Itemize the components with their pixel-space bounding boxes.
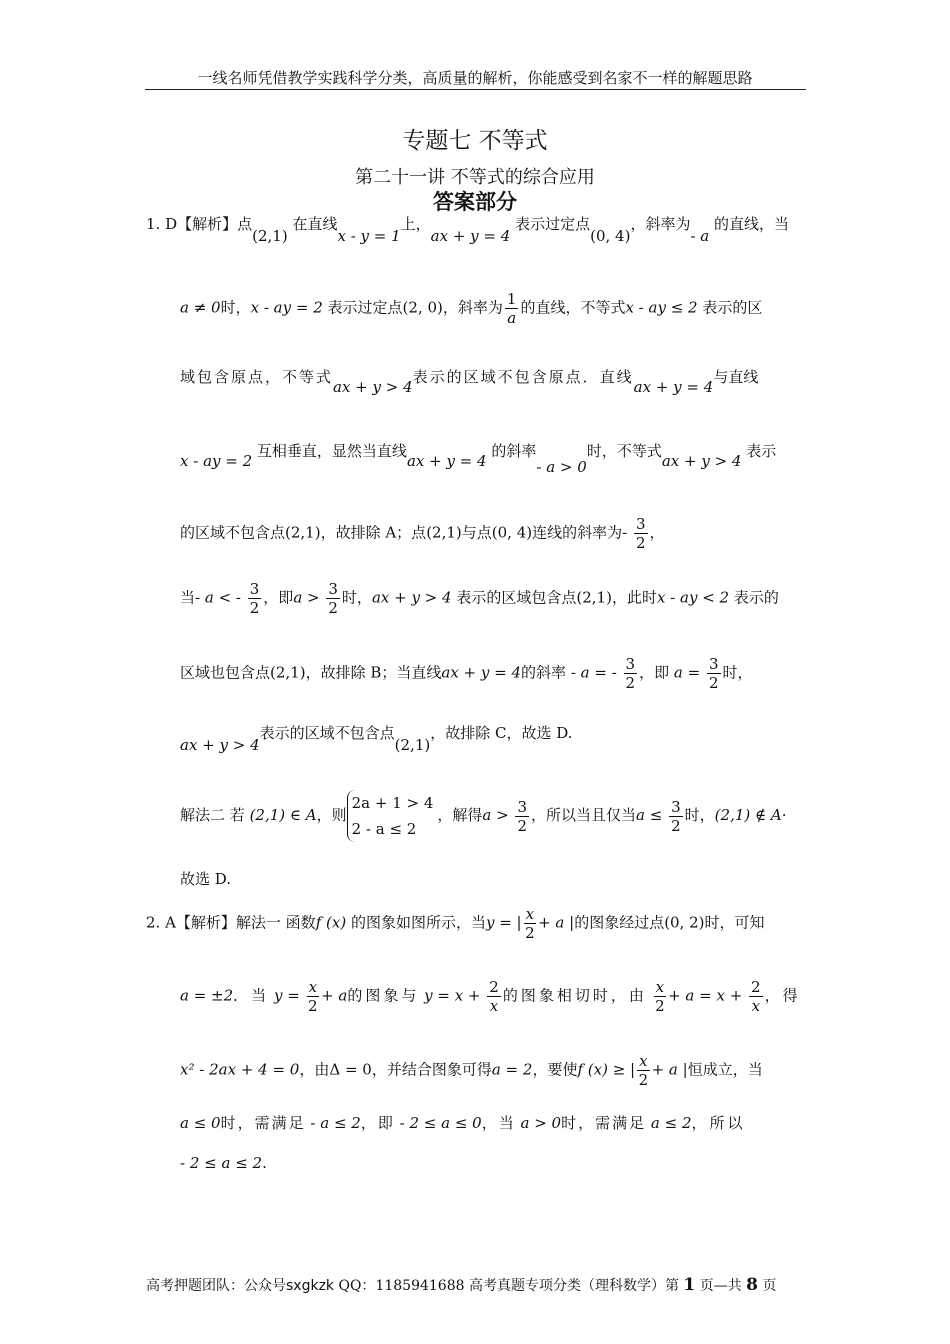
text: 2. A【解析】解法一 函数 — [146, 913, 316, 932]
math: (0, 4) — [491, 523, 533, 542]
text: . — [262, 1154, 267, 1172]
text: 域包含原点，不等式 — [180, 368, 334, 386]
text: ，并结合图象可得 — [371, 1060, 492, 1079]
fraction: $\frac{x}{2}$ — [655, 978, 665, 1015]
text: 表示的区域不包含点 — [259, 724, 395, 742]
text: ，解得 — [437, 806, 483, 824]
text: 时， — [220, 298, 251, 317]
text: 的直线，当 — [714, 215, 790, 233]
math: ax + y > 4 — [661, 452, 742, 470]
text: 上， — [400, 215, 431, 233]
math: a > — [293, 588, 325, 607]
math: (2,1) — [285, 523, 321, 542]
math: (2, 0) — [402, 298, 443, 317]
text: ，斜率为 — [630, 215, 691, 233]
text: ，即 — [639, 663, 670, 682]
p1-line-7 — [180, 655, 753, 692]
text: 页—共 — [699, 1278, 742, 1294]
math: (2,1) — [252, 227, 288, 245]
math: ax + y > 4 — [180, 736, 260, 754]
p1-line-10 — [180, 868, 231, 890]
text: 与点 — [461, 523, 492, 542]
text: ，故排除 C，故选 D. — [430, 724, 573, 742]
text: 的斜率 — [521, 663, 567, 682]
p1-line-4 — [180, 440, 777, 476]
text: 表示 — [746, 442, 777, 460]
math: ax + y = 4 — [430, 227, 511, 245]
math: a = — [673, 663, 705, 682]
text: 的直线，不等式 — [520, 298, 626, 317]
math: x - y = 1 — [337, 227, 401, 245]
math: ax + y = 4 — [406, 452, 487, 470]
math: ax + y = 4 — [441, 663, 522, 682]
lecture-title: 第二十一讲 不等式的综合应用 — [355, 167, 595, 188]
text: 在直线 — [292, 215, 338, 233]
math: - 2 ≤ a ≤ 2 — [180, 1154, 263, 1172]
math: a ≤ 0 — [180, 1114, 221, 1132]
text: ，故排除 A；点 — [320, 523, 427, 542]
math: x - ay = 2 — [180, 452, 253, 470]
text: 时， — [684, 806, 715, 824]
text: 的图象经过点 — [574, 913, 665, 932]
p1-line-1 — [146, 213, 790, 245]
text: sxgkzk — [286, 1278, 335, 1294]
text: ，当 — [481, 1114, 516, 1132]
text: 互相垂直，显然当直线 — [256, 442, 407, 460]
system-brace: 2a + 1 > 4 2 - a ≤ 2 — [347, 790, 434, 842]
math: Δ = 0 — [329, 1060, 372, 1079]
math: - 2 ≤ a ≤ 0 — [399, 1114, 482, 1132]
fraction: $\frac{2}{x}$ — [489, 978, 499, 1015]
fraction: $\frac{x}{2}$ — [525, 905, 535, 942]
text: ，斜率为 — [442, 298, 503, 317]
text: · — [781, 806, 787, 824]
footer — [146, 1275, 776, 1295]
p2-line-5 — [180, 1152, 267, 1174]
topic-title: 专题七 不等式 — [402, 128, 548, 154]
text: 解法二 若 — [180, 806, 245, 824]
text: 表示的区域包含点 — [456, 588, 577, 607]
text: 时，需满足 — [220, 1114, 306, 1132]
math: + a | — [538, 913, 575, 932]
text: 的图象如图所示，当 — [350, 913, 486, 932]
fraction: $\frac{3}{2}$ — [328, 580, 338, 617]
p2-line-4 — [180, 1112, 746, 1134]
math: (2,1) — [576, 588, 612, 607]
fraction: $\frac{1}{a}$ — [506, 290, 517, 327]
p1-line-6 — [180, 580, 779, 617]
text: 表示的区域不包含原点．直线 — [412, 368, 634, 386]
text: 连线的斜率为 — [532, 523, 623, 542]
math: - a ≤ 2 — [310, 1114, 361, 1132]
text: 区域也包含点 — [180, 663, 271, 682]
math: (2,1) — [426, 523, 462, 542]
math: ax + y > 4 — [371, 588, 452, 607]
p1-line-5 — [180, 515, 665, 552]
text: 与直线 — [713, 368, 759, 386]
math: f (x) ≥ | — [577, 1060, 636, 1079]
math: (2,1) — [270, 663, 306, 682]
text: ，所以当且仅当 — [531, 806, 637, 824]
text: 高考押题团队：公众号 — [146, 1278, 286, 1294]
p1-line-3 — [180, 366, 759, 396]
text: ，所以 — [691, 1114, 746, 1132]
math: y = x + — [424, 986, 486, 1005]
math: + a = x + — [668, 986, 748, 1005]
text: 时，不等式 — [586, 442, 662, 460]
text: 时， — [341, 588, 372, 607]
p2-line-2 — [180, 978, 801, 1015]
math: x² - 2ax + 4 = 0 — [180, 1060, 300, 1079]
fraction: $\frac{3}{2}$ — [249, 580, 260, 617]
math: a ≤ 2 — [650, 1114, 692, 1132]
text: ，由 — [299, 1060, 330, 1079]
p1-line-2 — [180, 290, 762, 327]
text: ，此时 — [611, 588, 657, 607]
math: - a — [690, 227, 710, 245]
text: 表示过定点 — [327, 298, 403, 317]
text: 恒成立，当 — [687, 1060, 763, 1079]
p2-line-3 — [180, 1052, 763, 1089]
math: x - ay < 2 — [656, 588, 730, 607]
fraction: $\frac{x}{2}$ — [308, 978, 318, 1015]
header-rule — [145, 89, 806, 90]
math: (0, 2) — [664, 913, 705, 932]
math: ax + y = 4 — [633, 378, 714, 396]
answers-title: 答案部分 — [433, 190, 517, 214]
math: y = | — [485, 913, 522, 932]
math: - — [622, 523, 632, 542]
p1-line-9 — [180, 790, 786, 842]
text: 时，需满足 — [561, 1114, 647, 1132]
fraction: $\frac{3}{2}$ — [671, 797, 681, 835]
text: 的图象与 — [347, 986, 420, 1005]
math: a > — [482, 806, 514, 824]
math: + a — [321, 986, 348, 1005]
math: + a | — [651, 1060, 688, 1079]
math: a = ±2 — [180, 986, 234, 1005]
fraction: $\frac{3}{2}$ — [708, 655, 719, 692]
math: (2,1) — [394, 736, 431, 754]
text: 页 — [762, 1278, 777, 1294]
text: 的区域不包含点 — [180, 523, 286, 542]
text: ， — [649, 523, 665, 542]
text: ．当 — [233, 986, 270, 1005]
header-tagline: 一线名师凭借教学实践科学分类，高质量的解析，你能感受到名家不一样的解题思路 — [197, 69, 753, 87]
math: ax + y > 4 — [333, 378, 413, 396]
text: ，则 — [316, 806, 347, 824]
page-number: 1 — [683, 1275, 696, 1295]
text: ，得 — [764, 986, 801, 1005]
math: - a > 0 — [536, 458, 587, 476]
text: 当 — [180, 588, 196, 607]
text: 时，可知 — [704, 913, 765, 932]
fraction: $\frac{2}{x}$ — [751, 978, 761, 1015]
math: (2,1) ∉ A — [714, 806, 782, 824]
math: a > 0 — [520, 1114, 562, 1132]
math: f (x) — [315, 913, 347, 932]
text: 故选 D. — [180, 870, 232, 888]
text: 表示过定点 — [515, 215, 591, 233]
fraction: $\frac{x}{2}$ — [638, 1052, 649, 1089]
math: (0, 4) — [590, 227, 631, 245]
p1-line-8 — [180, 722, 573, 754]
fraction: $\frac{3}{2}$ — [625, 655, 636, 692]
text: ，即 — [360, 1114, 395, 1132]
text: ，要使 — [532, 1060, 578, 1079]
fraction: $\frac{3}{2}$ — [635, 515, 646, 552]
math: (2,1) ∈ A — [249, 806, 317, 824]
math: a ≠ 0 — [180, 298, 221, 317]
math: a = 2 — [491, 1060, 533, 1079]
math: x - ay = 2 — [250, 298, 323, 317]
text: ，故排除 B；当直线 — [305, 663, 442, 682]
math: y = — [273, 986, 305, 1005]
text: 时， — [722, 663, 753, 682]
text: 的图象相切时，由 — [502, 986, 647, 1005]
text: 的斜率 — [491, 442, 537, 460]
math: - a = - — [570, 663, 622, 682]
text: QQ：1185941688 高考真题专项分类（理科数学）第 — [334, 1278, 679, 1294]
math: x - ay ≤ 2 — [625, 298, 698, 317]
math: - a < - — [195, 588, 246, 607]
text: ，即 — [263, 588, 294, 607]
text: 表示的 — [733, 588, 779, 607]
text: 表示的区 — [702, 298, 763, 317]
p2-line-1 — [146, 905, 765, 942]
math: a ≤ — [636, 806, 668, 824]
page-total: 8 — [746, 1275, 759, 1295]
fraction: $\frac{3}{2}$ — [517, 797, 528, 835]
text: 1. D【解析】点 — [146, 215, 253, 233]
